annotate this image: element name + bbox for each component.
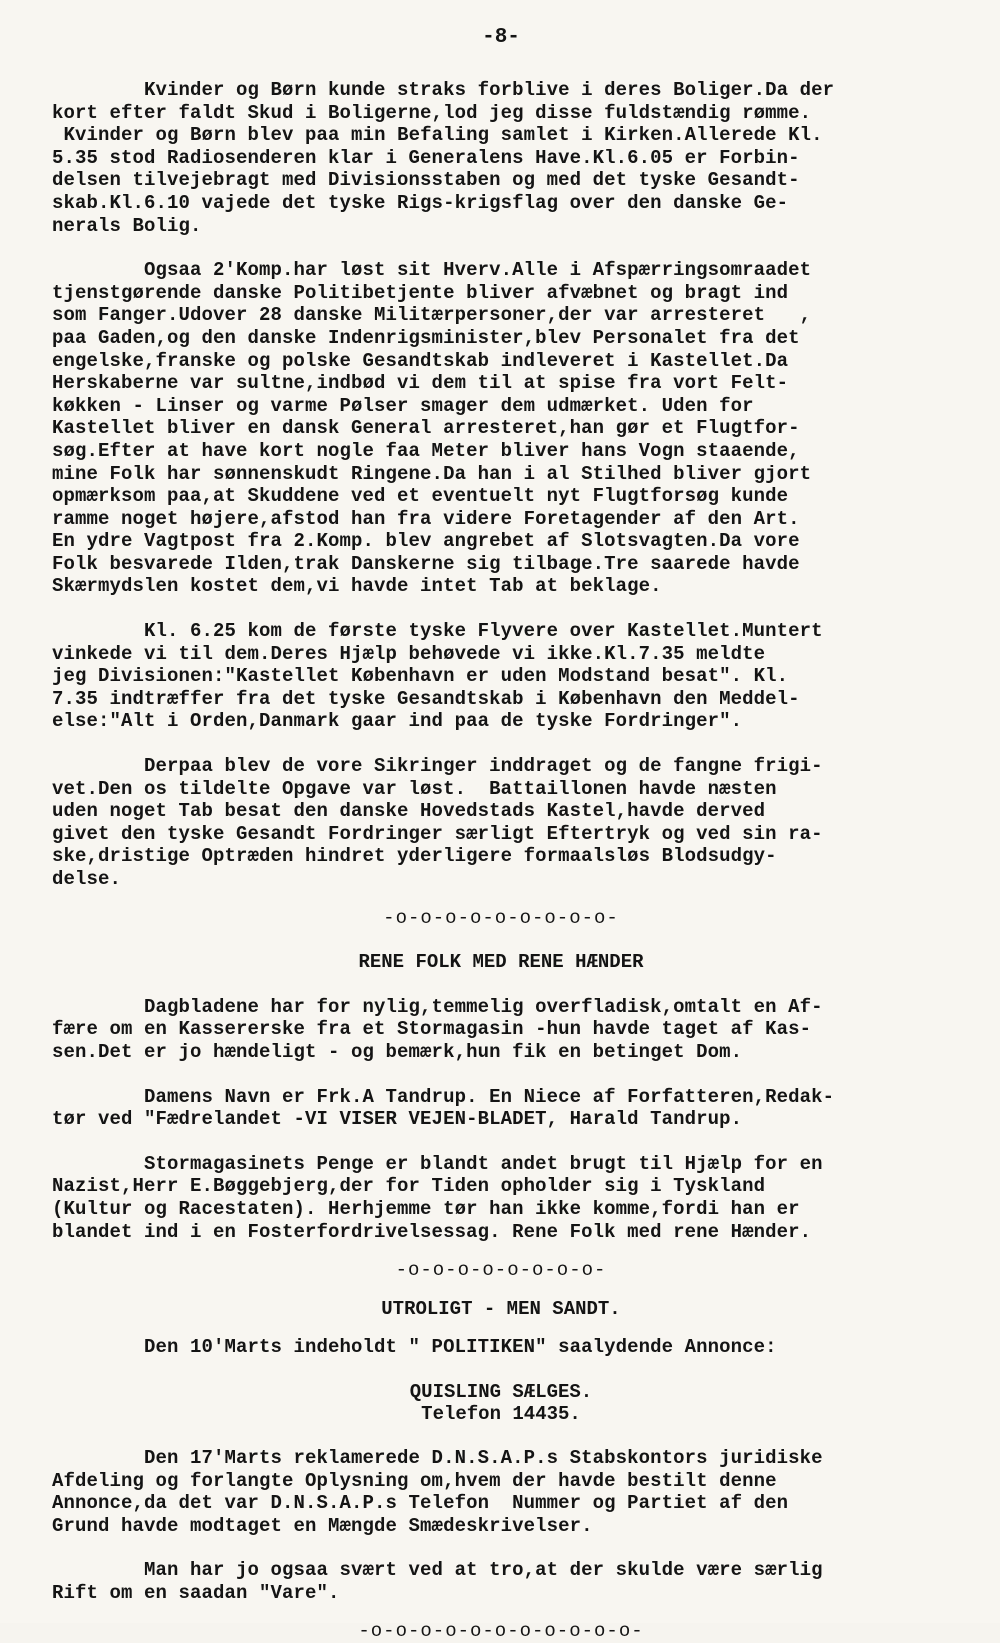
ad-line-1: QUISLING SÆLGES. [409, 1380, 593, 1403]
section-2-intro: Den 10'Marts indeholdt " POLITIKEN" saalydende Annonce: [52, 1336, 777, 1359]
paragraph-2: Ogsaa 2'Komp.har løst sit Hverv.Alle i Afspærringsomraadet tjenstgørende danske Politibetjente bliver afvæbnet og bragt ind som Fanger.Udover 28 danske Militærpersoner,der var arresteret , paa Gaden,og den danske Indenrigsminister,blev Personalet fra det engelske,franske og polske Gesandtskab indleveret i Kastellet.Da Herskaberne var sultne,indbød vi dem til at spise fra vort Felt- køkken - Linser og varme Pølser smager dem udmærket. Uden for Kastellet bliver en dansk General arresteret,han gør et Flugtfor- søg.Efter at have kort nogle faa Meter bliver hans Vogn staaende, mine Folk har sønnenskudt Ringene.Da han i al Stilhed bliver gjort opmærksom paa,at Skuddene ved et eventuelt nyt Flugtforsøg kunde ramme noget højere,afstod han fra videre Foretagender af den Art. En ydre Vagtpost fra 2.Komp. blev angrebet af Slotsvagten.Da vore Folk besvarede Ilden,trak Danskerne sig tilbage.Tre saarede havde Skærmydslen kostet dem,vi havde intet Tab at beklage. [52, 259, 812, 598]
separator-3: -o-o-o-o-o-o-o-o-o-o-o- [358, 1620, 644, 1643]
section-1-heading: RENE FOLK MED RENE HÆNDER [358, 951, 644, 974]
section-2-paragraph-1: Den 17'Marts reklamerede D.N.S.A.P.s Stabskontors juridiske Afdeling og forlangte Oplysning om,hvem der havde bestilt denne Annonce,da det var D.N.S.A.P.s Telefon Nummer og Partiet af den Grund havde modtaget en Mængde Smædeskrivelser. [52, 1446, 823, 1537]
paragraph-1: Kvinder og Børn kunde straks forblive i deres Boliger.Da der kort efter faldt Skud i Boligerne,lod jeg disse fuldstændig rømme. Kvinder og Børn blev paa min Befaling samlet i Kirken.Allerede Kl. 5.35 stod Radiosenderen klar i Generalens Have.Kl.6.05 er Forbin- delsen tilvejebragt med Divisionsstaben og med det tyske Gesandt- skab.Kl.6.10 vajede det tyske Rigs-krigsflag over den danske Ge- nerals Bolig. [52, 79, 835, 237]
paragraph-4: Derpaa blev de vore Sikringer inddraget og de fangne frigi- vet.Den os tildelte Opgave var løst. Battaillonen havde næsten uden noget Tab besat den danske Hovedstads Kastel,havde derved givet den tyske Gesandt Fordringer særligt Eftertryk og ved sin ra- ske,dristige Optræden hindret yderligere formaalsløs Blodsudgy- delse. [52, 755, 823, 890]
separator-1: -o-o-o-o-o-o-o-o-o- [383, 906, 619, 929]
section-2-paragraph-2: Man har jo ogsaa svært ved at tro,at der skulde være særlig Rift om en saadan "Vare". [52, 1559, 823, 1604]
paragraph-3: Kl. 6.25 kom de første tyske Flyvere over Kastellet.Muntert vinkede vi til dem.Deres Hjælp behøvede vi ikke.Kl.7.35 meldte jeg Divisionen:"Kastellet København er uden Modstand besat". Kl. 7.35 indtræffer fra det tyske Gesandtskab i København den Meddel- else:"Alt i Orden,Danmark gaar ind paa de tyske Fordringer". [52, 620, 823, 733]
separator-2: -o-o-o-o-o-o-o-o- [395, 1259, 607, 1282]
section-2-heading: UTROLIGT - MEN SANDT. [381, 1297, 621, 1320]
page-number: -8- [482, 26, 520, 49]
section-1-paragraph-2: Damens Navn er Frk.A Tandrup. En Niece af Forfatteren,Redak- tør ved "Fædrelandet -VI VISER VEJEN-BLADET, Harald Tandrup. [52, 1085, 835, 1131]
ad-line-2: Telefon 14435. [421, 1402, 581, 1425]
section-1-paragraph-3: Stormagasinets Penge er blandt andet brugt til Hjælp for en Nazist,Herr E.Bøggebjerg,der for Tiden opholder sig i Tyskland (Kultur og Racestaten). Herhjemme tør han ikke komme,fordi han er blandet ind i en Fosterfordrivelsessag. Rene Folk med rene Hænder. [52, 1152, 823, 1243]
section-1-paragraph-1: Dagbladene har for nylig,temmelig overfladisk,omtalt en Af- fære om en Kassererske fra et Stormagasin -hun havde taget af Kas- sen.Det er jo hændeligt - og bemærk,hun fik en betinget Dom. [52, 995, 823, 1063]
